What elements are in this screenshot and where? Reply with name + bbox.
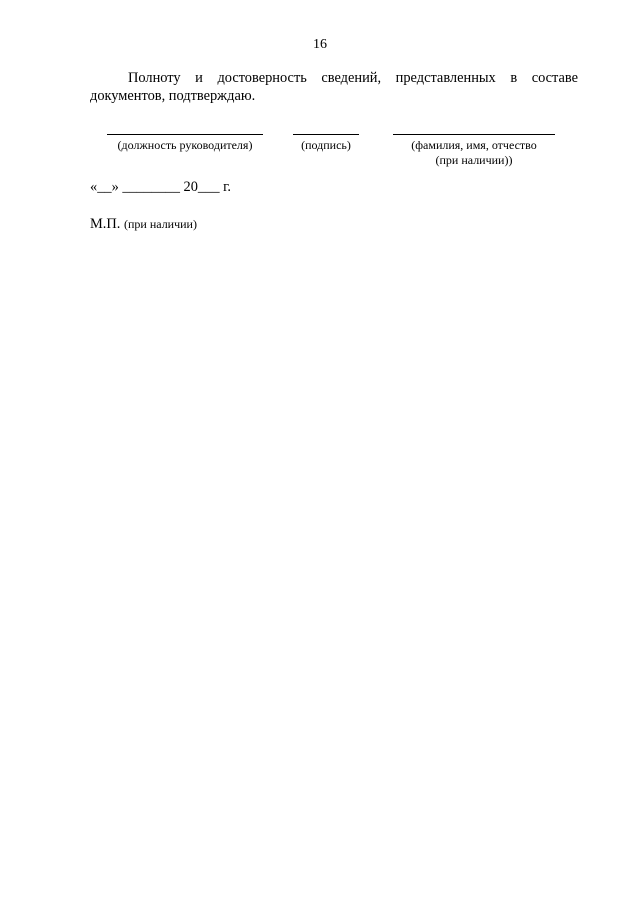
name-signature-line bbox=[393, 134, 555, 135]
position-caption bbox=[98, 138, 272, 153]
confirmation-paragraph bbox=[90, 69, 578, 105]
name-caption bbox=[380, 138, 568, 168]
confirmation-line-2: документов, подтверждаю. bbox=[90, 88, 256, 104]
stamp-placeholder bbox=[90, 216, 197, 233]
stamp-note: (при наличии) bbox=[124, 217, 197, 231]
position-caption-text: (должность руководителя) bbox=[117, 138, 253, 152]
position-signature-line bbox=[107, 134, 263, 135]
signature-caption bbox=[286, 138, 366, 153]
signature-line bbox=[293, 134, 359, 135]
stamp-label: М.П. bbox=[90, 216, 121, 232]
name-caption-line-2: (при наличии)) bbox=[435, 153, 513, 167]
page-number: 16 bbox=[313, 37, 327, 52]
confirmation-line-1: Полноту и достоверность сведений, представленных в составе bbox=[128, 70, 578, 86]
name-caption-line-1: (фамилия, имя, отчество bbox=[411, 138, 537, 152]
signature-caption-text: (подпись) bbox=[301, 138, 351, 152]
date-line: «__» ________ 20___ г. bbox=[90, 179, 231, 195]
